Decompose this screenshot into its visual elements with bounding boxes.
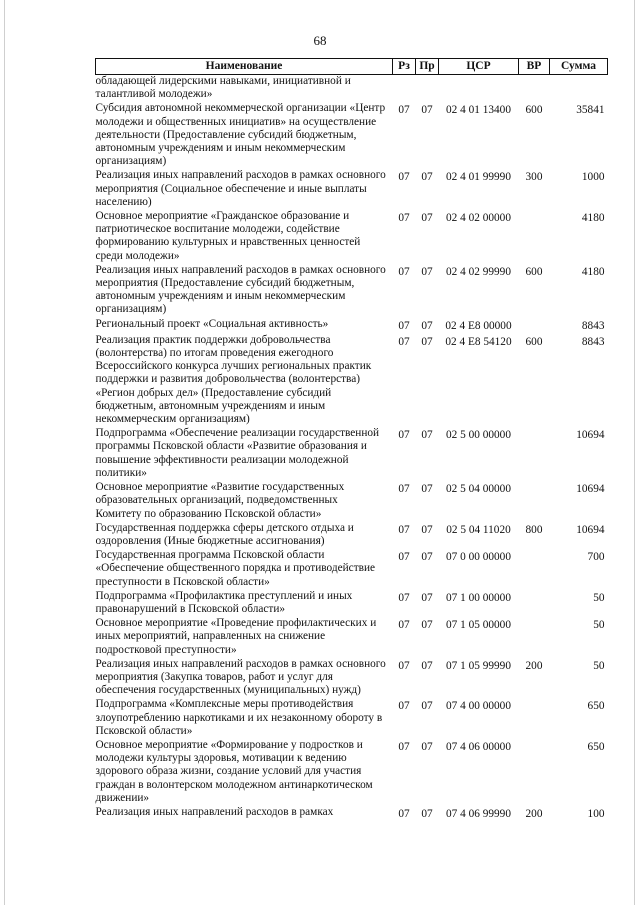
cell-pr: 07	[421, 212, 433, 225]
cell-pr: 07	[421, 807, 433, 820]
cell-pr: 07	[421, 619, 433, 632]
cell-csr	[439, 75, 519, 103]
cell-vr: 600	[525, 104, 543, 117]
cell-rz: 07	[398, 807, 410, 820]
cell-csr: 02 4 01 13400	[446, 104, 511, 117]
cell-rz: 07	[398, 619, 410, 632]
cell-vr	[519, 75, 550, 103]
cell-csr: 07 1 05 99990	[446, 659, 511, 672]
cell-rz	[393, 75, 416, 103]
table-row	[96, 318, 608, 334]
cell-vr	[519, 481, 550, 522]
cell-vr: 200	[525, 659, 543, 672]
table-body	[96, 75, 608, 823]
cell-csr: 07 0 00 00000	[446, 551, 511, 564]
cell-csr: 02 4 02 99990	[446, 265, 511, 278]
cell-name: Государственная программа Псковской области «Обеспечение общественного порядка и противодействие преступности в Псковской области»	[95, 549, 376, 588]
cell-pr: 07	[421, 659, 433, 672]
cell-sum: 10694	[576, 523, 605, 536]
cell-pr: 07	[421, 319, 433, 332]
cell-vr: 800	[525, 523, 543, 536]
header-name: Наименование	[96, 59, 393, 75]
cell-csr: 02 5 04 11020	[446, 523, 511, 536]
cell-sum: 650	[587, 740, 605, 753]
cell-vr	[519, 617, 550, 658]
cell-name: Подпрограмма «Профилактика преступлений и иных правонарушений в Псковской области»	[95, 589, 353, 615]
cell-csr: 02 4 E8 54120	[445, 335, 512, 348]
cell-csr: 07 4 06 00000	[446, 740, 511, 753]
cell-rz: 07	[398, 171, 410, 184]
cell-pr: 07	[421, 740, 433, 753]
cell-name: Основное мероприятие «Проведение профилактических и иных мероприятий, направленных на снижение подростковой преступности»	[95, 617, 377, 656]
cell-csr: 02 5 04 00000	[446, 483, 511, 496]
cell-sum: 10694	[576, 483, 605, 496]
cell-csr: 02 5 00 00000	[446, 429, 511, 442]
cell-rz: 07	[398, 483, 410, 496]
table-row	[96, 617, 608, 658]
cell-sum: 50	[593, 619, 605, 632]
cell-sum: 50	[593, 591, 605, 604]
cell-vr: 300	[525, 171, 543, 184]
cell-vr	[519, 698, 550, 739]
cell-pr: 07	[421, 591, 433, 604]
cell-name: обладающей лидерскими навыками, инициативной и талантливой молодежи»	[95, 75, 351, 101]
cell-name: Основное мероприятие «Гражданское образование и патриотическое воспитание молодежи, содействие формированию культурных и нравственных ценностей среди молодежи»	[95, 210, 361, 262]
cell-name: Реализация иных направлений расходов в рамках основного мероприятия (Предоставление субсидий бюджетным, автономным учреждениям и иным некоммерческим организациям)	[95, 263, 386, 316]
table-row	[96, 264, 608, 318]
table-row	[96, 698, 608, 739]
cell-csr: 07 1 00 00000	[446, 591, 511, 604]
cell-rz: 07	[398, 523, 410, 536]
cell-name: Реализация иных направлений расходов в рамках основного мероприятия (Социальное обеспечение и иные выплаты населению)	[95, 169, 386, 208]
cell-rz: 07	[398, 700, 410, 713]
budget-table	[95, 58, 608, 822]
cell-rz: 07	[398, 335, 410, 348]
cell-rz: 07	[398, 429, 410, 442]
cell-sum: 4180	[581, 212, 605, 225]
cell-rz: 07	[398, 740, 410, 753]
cell-csr: 07 4 06 99990	[446, 807, 511, 820]
cell-csr: 02 4 02 00000	[446, 212, 511, 225]
cell-csr: 07 1 05 00000	[446, 619, 511, 632]
page-number: 68	[313, 33, 327, 48]
cell-vr	[519, 318, 550, 334]
table-row	[96, 481, 608, 522]
table-row	[96, 806, 608, 822]
cell-name: Реализация иных направлений расходов в рамках основного мероприятия (Закупка товаров, работ и услуг для обеспечения государственных (муниципальных) нужд)	[95, 657, 386, 697]
cell-sum: 4180	[581, 265, 605, 278]
cell-pr: 07	[421, 104, 433, 117]
cell-pr: 07	[421, 265, 433, 278]
cell-sum: 650	[587, 700, 605, 713]
header-pr: Пр	[416, 59, 439, 75]
cell-vr	[519, 549, 550, 590]
cell-sum	[550, 75, 608, 103]
cell-vr	[519, 427, 550, 481]
cell-sum: 10694	[576, 429, 605, 442]
cell-sum: 35841	[576, 104, 605, 117]
cell-csr: 02 4 01 99990	[446, 171, 511, 184]
table-row	[96, 75, 608, 103]
table-row	[96, 590, 608, 617]
cell-name: Субсидия автономной некоммерческой организации «Центр молодежи и общественных инициатив» на осуществление деятельности (Предоставление субсидий бюджетным, автономным учреждениям и иным некоммерческим организациям)	[95, 102, 386, 168]
cell-vr	[519, 739, 550, 806]
cell-rz: 07	[398, 104, 410, 117]
cell-vr: 600	[525, 265, 543, 278]
cell-csr: 07 4 00 00000	[446, 700, 511, 713]
cell-rz: 07	[398, 551, 410, 564]
header-vr: ВР	[519, 59, 550, 75]
cell-vr	[519, 590, 550, 617]
cell-name: Государственная поддержка сферы детского отдыха и оздоровления (Иные бюджетные ассигнования)	[95, 521, 354, 547]
header-sum: Сумма	[550, 59, 608, 75]
header-rz: Рз	[393, 59, 416, 75]
cell-rz: 07	[398, 659, 410, 672]
table-row	[96, 549, 608, 590]
table-row	[96, 739, 608, 806]
cell-sum: 8843	[581, 335, 605, 348]
cell-pr: 07	[421, 700, 433, 713]
cell-name: Региональный проект «Социальная активность»	[95, 317, 329, 330]
cell-sum: 700	[587, 551, 605, 564]
scan-edge-right	[634, 0, 635, 905]
table-row	[96, 210, 608, 264]
cell-name: Подпрограмма «Обеспечение реализации государственной программы Псковской области «Развитие образования и повышение эффективности реализации молодежной политики»	[95, 427, 380, 479]
cell-name: Подпрограмма «Комплексные меры противодействия злоупотреблению наркотиками и их незаконному обороту в Псковской области»	[95, 698, 383, 737]
cell-name: Реализация иных направлений расходов в рамках	[95, 805, 334, 818]
cell-name: Реализация практик поддержки добровольчества (волонтерства) по итогам проведения ежегодного Всероссийского конкурса лучших региональных практик поддержки и развития добровольчества (волонтерства) «Регион добрых дел» (Предоставление субсидий бюджетным, автономным учреждениям и иным некоммерческим организациям)	[95, 333, 372, 426]
table-row	[96, 658, 608, 699]
cell-sum: 1000	[581, 171, 605, 184]
scan-edge-left	[4, 0, 5, 905]
cell-vr: 600	[525, 335, 543, 348]
table-row	[96, 334, 608, 427]
cell-name: Основное мероприятие «Развитие государственных образовательных организаций, подведомственных Комитету по образованию Псковской области»	[95, 481, 345, 520]
cell-pr: 07	[421, 551, 433, 564]
table-row	[96, 522, 608, 549]
cell-pr: 07	[421, 523, 433, 536]
cell-rz: 07	[398, 591, 410, 604]
cell-name: Основное мероприятие «Формирование у подростков и молодежи культуры здоровья, мотивации к ведению здорового образа жизни, создание условий для участия граждан в волонтерском молодежном антинаркотическом движении»	[95, 738, 373, 804]
cell-pr: 07	[421, 429, 433, 442]
table-row	[96, 169, 608, 210]
cell-rz: 07	[398, 212, 410, 225]
cell-pr: 07	[421, 171, 433, 184]
table-row	[96, 102, 608, 169]
cell-pr: 07	[421, 483, 433, 496]
cell-pr	[416, 75, 439, 103]
table-row	[96, 427, 608, 481]
cell-sum: 50	[593, 659, 605, 672]
cell-sum: 8843	[581, 319, 605, 332]
table-header-row	[96, 59, 608, 75]
cell-vr	[519, 210, 550, 264]
header-csr: ЦСР	[439, 59, 519, 75]
cell-pr: 07	[421, 335, 433, 348]
cell-rz: 07	[398, 319, 410, 332]
cell-vr: 200	[525, 807, 543, 820]
cell-sum: 100	[587, 807, 605, 820]
cell-csr: 02 4 E8 00000	[445, 319, 512, 332]
cell-rz: 07	[398, 265, 410, 278]
